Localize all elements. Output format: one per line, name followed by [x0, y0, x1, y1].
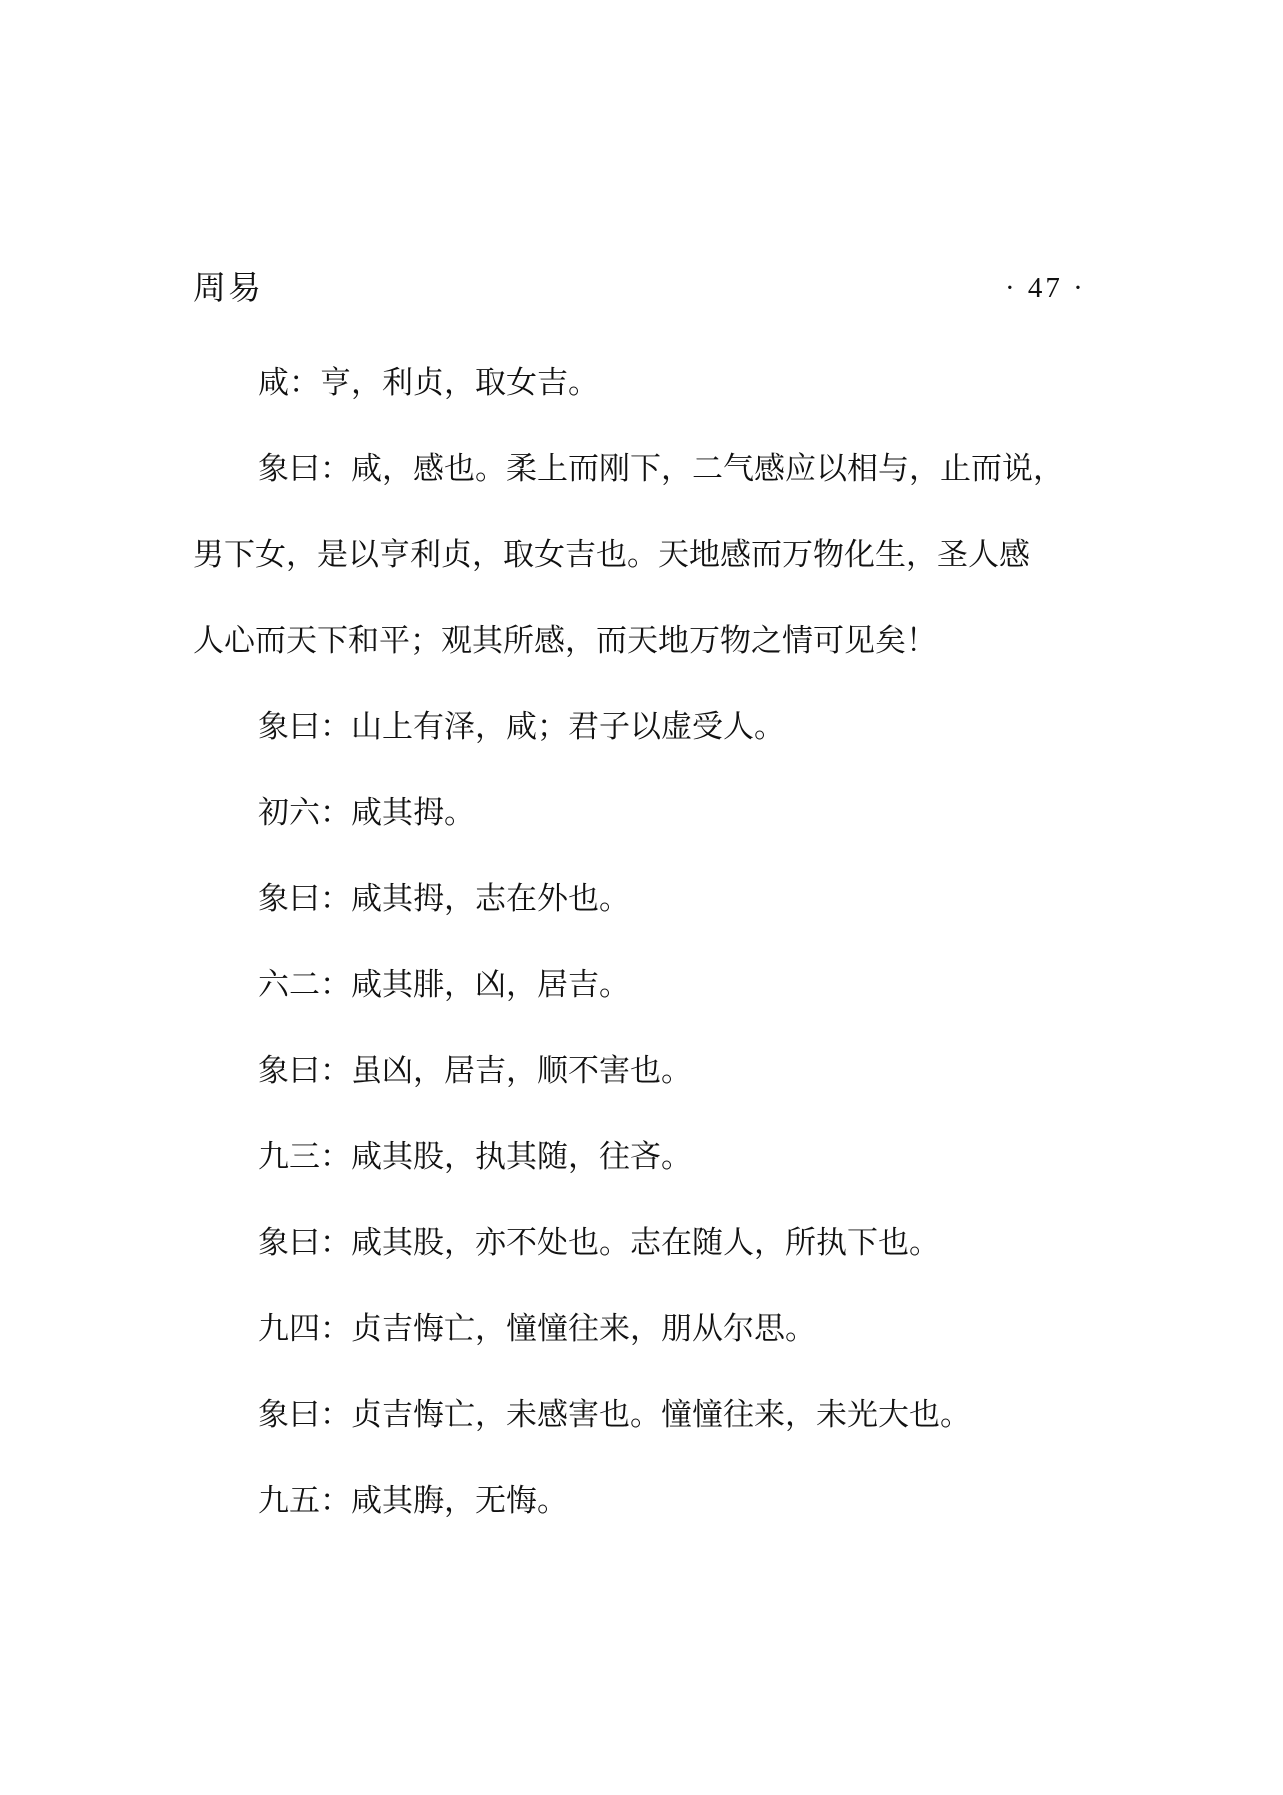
paragraph-line-1-xiang [193, 856, 1093, 942]
paragraph-line-4 [193, 1286, 1093, 1372]
paragraph-tuan [193, 426, 1093, 512]
text-line: 男下女，是以亨利贞，取女吉也。天地感而万物化生，圣人感 [193, 537, 1030, 573]
text-line: 象曰：山上有泽，咸；君子以虚受人。 [258, 709, 785, 745]
text-line: 象曰：咸其拇，志在外也。 [258, 881, 630, 917]
paragraph-tuan-continued [193, 512, 1093, 598]
text-line: 初六：咸其拇。 [258, 795, 475, 831]
text-line: 象曰：虽凶，居吉，顺不害也。 [258, 1053, 692, 1089]
paragraph-line-4-xiang [193, 1372, 1093, 1458]
paragraph-line-2 [193, 942, 1093, 1028]
text-line: 人心而天下和平；观其所感，而天地万物之情可见矣！ [193, 623, 937, 659]
paragraph-line-2-xiang [193, 1028, 1093, 1114]
text-line: 九四：贞吉悔亡，憧憧往来，朋从尔思。 [258, 1311, 816, 1347]
page-number: · 47 · [1005, 272, 1086, 304]
paragraph-tuan-continued [193, 598, 1093, 684]
paragraph-gua-ci [193, 340, 1093, 426]
text-line: 咸：亨，利贞，取女吉。 [258, 365, 599, 401]
text-line: 象曰：贞吉悔亡，未感害也。憧憧往来，未光大也。 [258, 1397, 971, 1433]
paragraph-xiang [193, 684, 1093, 770]
paragraph-line-3 [193, 1114, 1093, 1200]
paragraph-line-1 [193, 770, 1093, 856]
paragraph-line-5 [193, 1458, 1093, 1544]
text-line: 象曰：咸，感也。柔上而刚下，二气感应以相与，止而说， [258, 451, 1064, 487]
running-header-title: 周易 [193, 268, 263, 307]
text-line: 象曰：咸其股，亦不处也。志在随人，所执下也。 [258, 1225, 940, 1261]
paragraph-line-3-xiang [193, 1200, 1093, 1286]
text-line: 六二：咸其腓，凶，居吉。 [258, 967, 630, 1003]
text-line: 九三：咸其股，执其随，往吝。 [258, 1139, 692, 1175]
text-line: 九五：咸其脢，无悔。 [258, 1483, 568, 1519]
document-body [193, 340, 1093, 1544]
